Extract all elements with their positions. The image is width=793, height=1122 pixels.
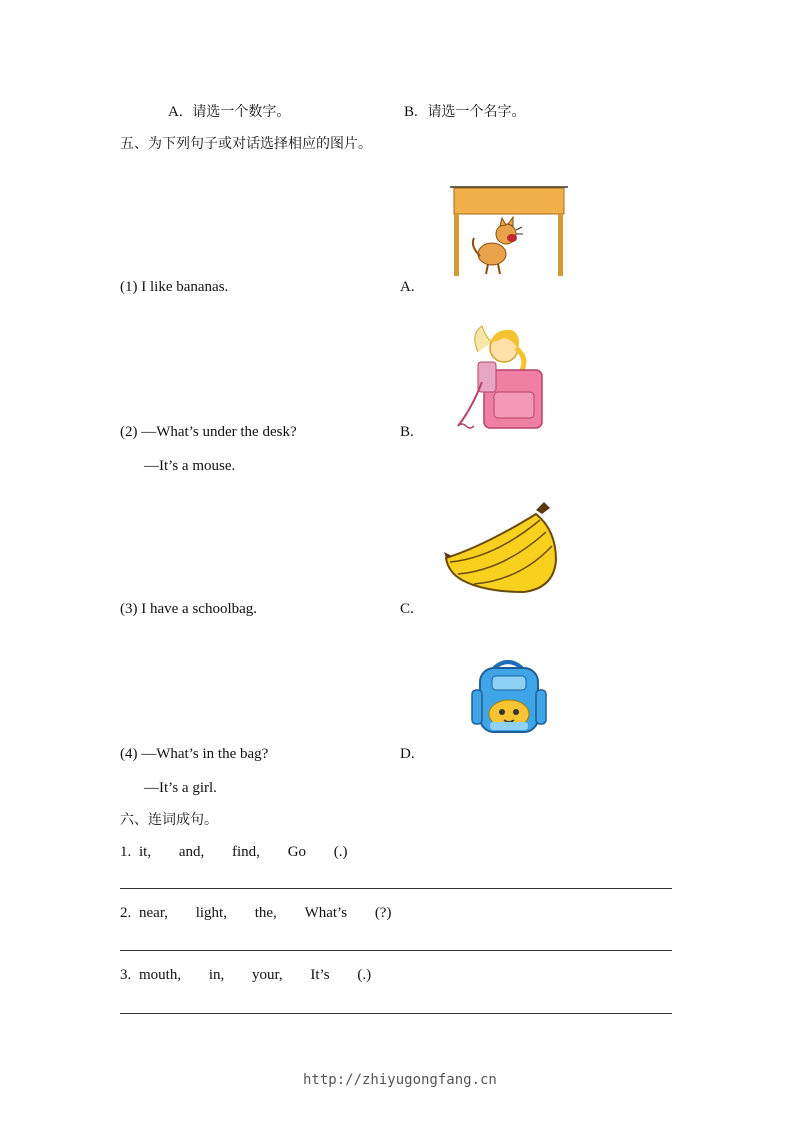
word: and, (178, 844, 205, 860)
option-text: 请选一个数字。 (192, 104, 291, 120)
section5-heading: 五、为下列句子或对话选择相应的图片。 (120, 136, 372, 152)
option-label-c: C. (400, 601, 414, 617)
reorder-item-2 (120, 904, 391, 922)
item-number: 3. (120, 967, 132, 983)
word: it, (139, 844, 152, 860)
word: find, (232, 844, 260, 860)
word: What’s (304, 905, 348, 921)
girl-in-pink-bag-picture (452, 322, 548, 434)
cat-under-desk-picture (450, 184, 568, 278)
question-4: (4) —What’s in the bag? (120, 746, 269, 762)
word: your, (252, 967, 283, 983)
blue-schoolbag-picture (470, 656, 548, 736)
item-number: 2. (120, 905, 132, 921)
option-letter: B. (404, 104, 418, 120)
option-label-a: A. (400, 279, 415, 295)
item-number: 1. (120, 844, 132, 860)
option-a-number (168, 103, 290, 121)
option-b-name (404, 103, 526, 121)
question-4-answer: —It’s a girl. (144, 780, 217, 796)
option-text: 请选一个名字。 (427, 104, 526, 120)
word: (.) (357, 967, 372, 983)
option-label-b: B. (400, 424, 414, 440)
option-label-d: D. (400, 746, 415, 762)
reorder-item-1 (120, 843, 348, 861)
word: in, (208, 967, 225, 983)
answer-line-3[interactable] (120, 1013, 672, 1014)
word: near, (139, 905, 168, 921)
word: (.) (333, 844, 348, 860)
footer-url[interactable]: http://zhiyugongfang.cn (303, 1072, 497, 1088)
section6-heading: 六、连词成句。 (120, 812, 218, 828)
question-1: (1) I like bananas. (120, 279, 229, 295)
word: mouth, (139, 967, 182, 983)
word: (?) (374, 905, 392, 921)
word: light, (195, 905, 227, 921)
answer-line-2[interactable] (120, 950, 672, 951)
word: Go (287, 844, 307, 860)
option-letter: A. (168, 104, 183, 120)
word: It’s (310, 967, 330, 983)
bananas-picture (444, 500, 564, 594)
question-2: (2) —What’s under the desk? (120, 424, 297, 440)
answer-line-1[interactable] (120, 888, 672, 889)
question-3: (3) I have a schoolbag. (120, 601, 258, 617)
word: the, (254, 905, 277, 921)
reorder-item-3 (120, 966, 371, 984)
question-2-answer: —It’s a mouse. (144, 458, 236, 474)
